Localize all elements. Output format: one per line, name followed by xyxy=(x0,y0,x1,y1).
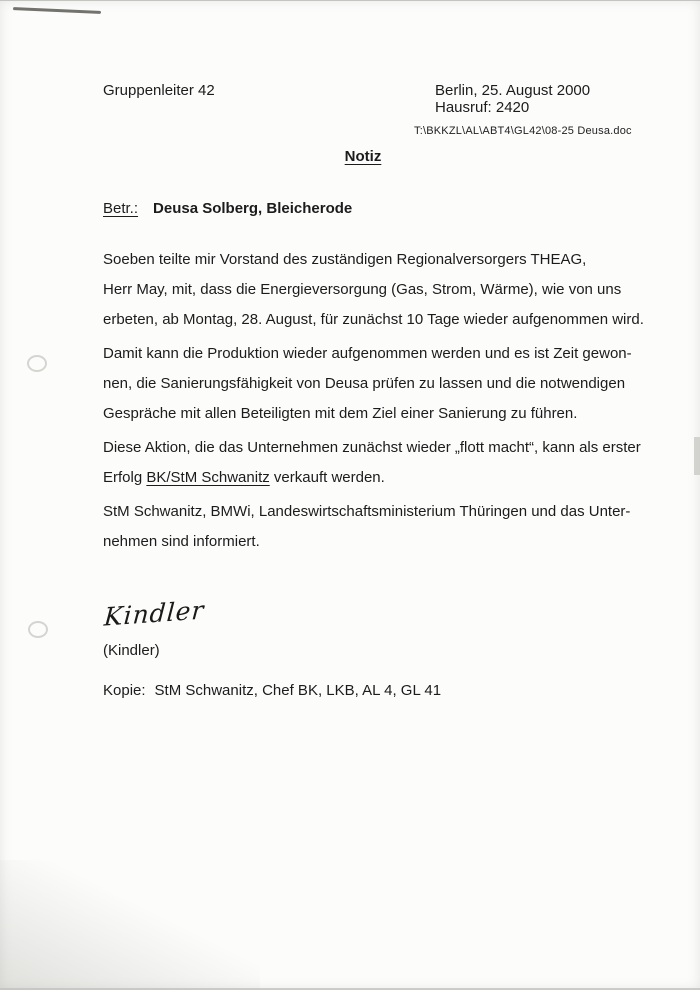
body-line: erbeten, ab Montag, 28. August, für zunächst 10 Tage wieder aufgenommen wird. xyxy=(103,311,644,328)
file-path: T:\BKKZL\AL\ABT4\GL42\08-25 Deusa.doc xyxy=(414,125,632,137)
body-line xyxy=(103,463,648,493)
body-line: Damit kann die Produktion wieder aufgenommen werden und es ist Zeit gewon- xyxy=(103,345,632,362)
body-line: Gespräche mit allen Beteiligten mit dem Ziel einer Sanierung zu führen. xyxy=(103,405,578,422)
date-line: Berlin, 25. August 2000 xyxy=(435,82,591,99)
body-line-text: verkauft werden. xyxy=(269,469,385,486)
hole-punch-top xyxy=(27,355,47,372)
scan-artifact-bottom-shade xyxy=(0,860,260,990)
scan-artifact-mark xyxy=(13,7,101,14)
phone-line: Hausruf: 2420 xyxy=(435,99,530,116)
body-line: nen, die Sanierungsfähigkeit von Deusa prüfen zu lassen und die notwendigen xyxy=(103,375,626,392)
scan-artifact-top-edge xyxy=(0,0,700,1)
paragraph-2 xyxy=(103,339,648,429)
hole-punch-bottom xyxy=(28,621,48,638)
sender-line: Gruppenleiter 42 xyxy=(103,82,215,99)
body-line-text: Erfolg xyxy=(103,469,147,486)
body-line: Diese Aktion, die das Unternehmen zunächst wieder „flott macht“, kann als erster xyxy=(103,439,641,456)
paragraph-4 xyxy=(103,497,648,557)
paragraph-1 xyxy=(103,245,648,335)
document-title xyxy=(103,148,623,165)
date-block xyxy=(435,82,590,116)
document-title-text: Notiz xyxy=(344,148,382,165)
subject-value: Deusa Solberg, Bleicherode xyxy=(153,200,353,217)
document-body xyxy=(103,245,648,561)
body-line: Herr May, mit, dass die Energieversorgung (Gas, Strom, Wärme), wie von uns xyxy=(103,281,622,298)
signature-name: (Kindler) xyxy=(103,642,160,659)
body-line: StM Schwanitz, BMWi, Landeswirtschaftsministerium Thüringen und das Unter- xyxy=(103,503,631,520)
body-line: Soeben teilte mir Vorstand des zuständigen Regionalversorgers THEAG, xyxy=(103,251,587,268)
body-line: nehmen sind informiert. xyxy=(103,533,260,550)
subject-line xyxy=(103,200,352,217)
subject-label: Betr.: xyxy=(103,200,139,217)
copy-distribution-line xyxy=(103,682,441,699)
underlined-reference: BK/StM Schwanitz xyxy=(146,469,270,486)
paragraph-3 xyxy=(103,433,648,493)
scan-artifact-right xyxy=(694,437,700,475)
copy-label: Kopie: xyxy=(103,682,146,699)
handwritten-signature: Kindler xyxy=(103,595,206,632)
copy-recipients: StM Schwanitz, Chef BK, LKB, AL 4, GL 41 xyxy=(154,682,442,699)
